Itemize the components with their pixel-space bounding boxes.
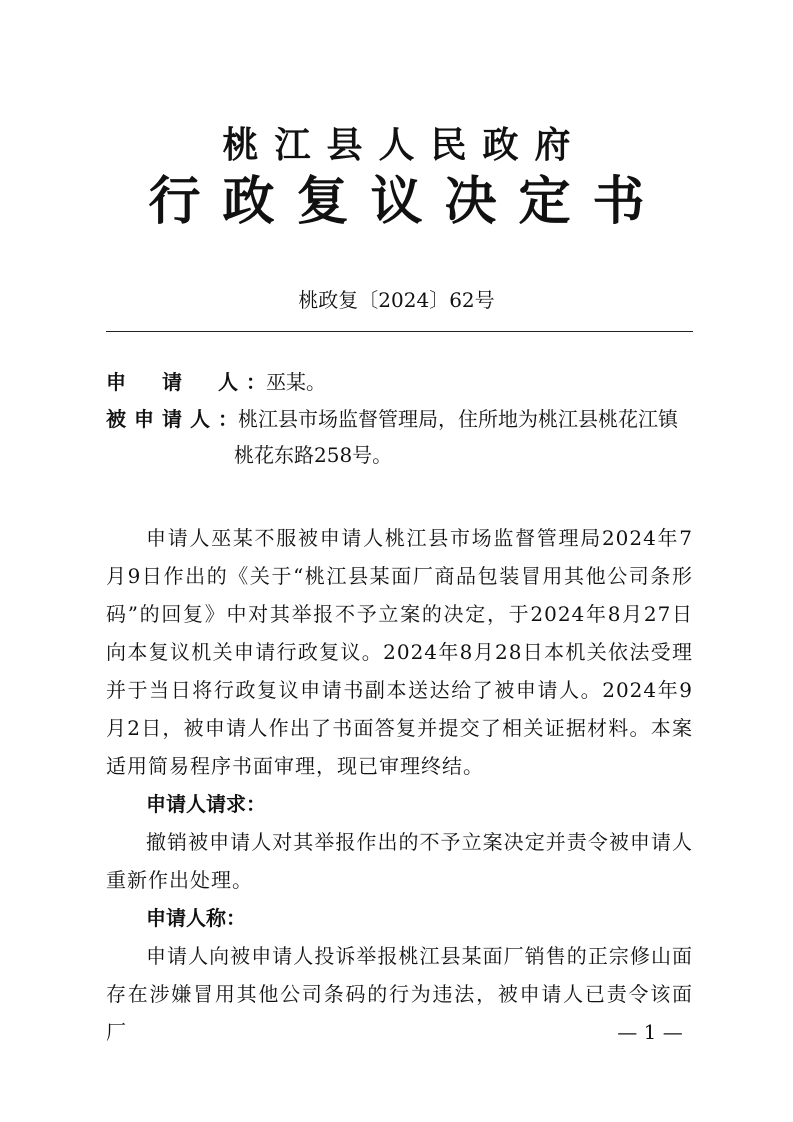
header-divider bbox=[106, 331, 693, 332]
claim-heading: 申请人称： bbox=[146, 906, 246, 930]
claim-paragraph: 申请人向被申请人投诉举报桃江县某面厂销售的正宗修山面存在涉嫌冒用其他公司条码的行为违法，被申请人已责令该面厂 bbox=[106, 944, 693, 1044]
applicant-colon: ： bbox=[246, 370, 266, 394]
respondent-value-line2: 桃花东路258号。 bbox=[234, 443, 393, 467]
request-paragraph: 撤销被申请人对其举报作出的不予立案决定并责令被申请人重新作出处理。 bbox=[106, 830, 693, 892]
document-number: 桃政复〔2024〕62号 bbox=[298, 288, 495, 312]
respondent-label: 被申请人 bbox=[106, 407, 218, 431]
request-heading: 申请人请求： bbox=[146, 792, 266, 816]
applicant-line bbox=[106, 364, 706, 400]
applicant-label: 申 请 人 bbox=[106, 370, 246, 394]
intro-paragraph: 申请人巫某不服被申请人桃江县市场监督管理局2024年7月9日作出的《关于“桃江县某面厂商品包装冒用其他公司条形码”的回复》中对其举报不予立案的决定，于2024年8月27日向本复议机关申请行政复议。2024年8月28日本机关依法受理并于当日将行政复议申请书副本送达给了被申请人。2024年9月2日，被申请人作出了书面答复并提交了相关证据材料。本案适用简易程序书面审理，现已审理终结。 bbox=[106, 526, 693, 778]
document-title: 行政复议决定书 bbox=[148, 172, 667, 232]
respondent-value-line1: 桃江县市场监督管理局，住所地为桃江县桃花江镇 bbox=[238, 407, 678, 431]
applicant-value: 巫某。 bbox=[266, 370, 326, 394]
respondent-colon: ： bbox=[218, 407, 238, 431]
issuing-organization: 桃江县人民政府 bbox=[222, 125, 587, 166]
page-number: — 1 — bbox=[617, 1020, 683, 1044]
respondent-line bbox=[106, 401, 706, 473]
